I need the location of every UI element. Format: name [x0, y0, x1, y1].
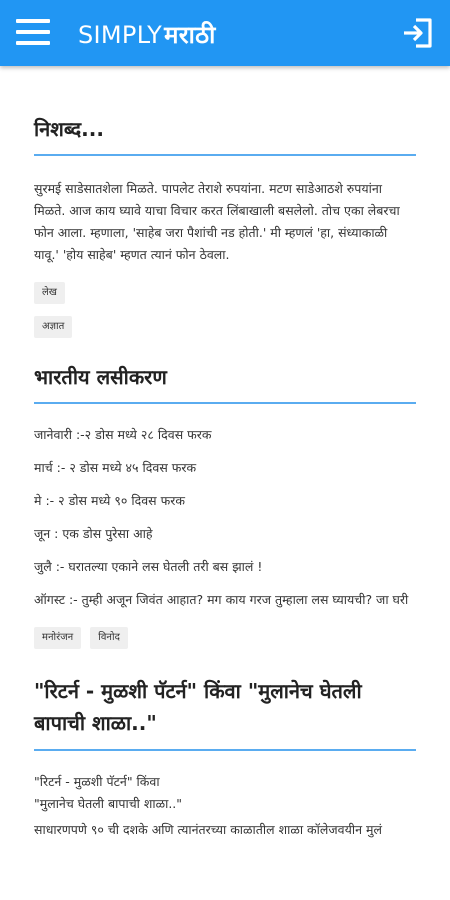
post-line: "मुलानेच घेतली बापाची शाळा.." — [34, 796, 183, 811]
post-excerpt: सुरमई साडेसातशेला मिळते. पापलेट तेराशे रुपयांना. मटण साडेआठशे रुपयांना मिळते. आज काय घ्यावे याचा विचार करत लिंबाखाली बसलेलो. तोच एका लेबरचा फोन आला. म्हणाला, 'साहेब जरा पैशांची नड होती.' मी म्हणलं 'हा, संध्याकाळी यावू.' 'होय साहेब' म्हणत त्यानं फोन ठेवला. — [34, 181, 400, 262]
app-title-part1: SIMPLY — [78, 21, 163, 49]
title-divider — [34, 154, 416, 156]
post-line: साधारणपणे ९० ची दशके अणि त्यानंतरच्या काळातील शाळा कॉलेजवयीन मुलं — [34, 822, 382, 837]
post-list — [0, 66, 450, 900]
post-title[interactable]: निशब्द... — [34, 117, 104, 141]
login-icon[interactable] — [400, 15, 436, 51]
post-title[interactable]: "रिटर्न - मुळशी पॅटर्न" किंवा "मुलानेच घेतली बापाची शाळा.." — [34, 679, 362, 735]
post-card — [34, 659, 416, 841]
post-line: जानेवारी :-२ डोस मध्ये २८ दिवस फरक — [34, 427, 212, 442]
tag-list — [34, 280, 416, 348]
tag-chip[interactable]: अज्ञात — [34, 316, 72, 338]
post-line: जुलै :- घरातल्या एकाने लस घेतली तरी बस झालं ! — [34, 559, 263, 574]
app-title-part2: मराठी — [164, 21, 216, 49]
hamburger-menu-icon[interactable] — [16, 17, 50, 47]
post-line: मार्च :- २ डोस मध्ये ४५ दिवस फरक — [34, 460, 197, 475]
app-bar — [0, 0, 450, 66]
tag-chip[interactable]: मनोरंजन — [34, 627, 81, 649]
post-line: मे :- २ डोस मध्ये ९० दिवस फरक — [34, 493, 185, 508]
post-line: ऑगस्ट :- तुम्ही अजून जिवंत आहात? मग काय गरज तुम्हाला लस घ्यायची? जा घरी — [34, 592, 409, 607]
post-title[interactable]: भारतीय लसीकरण — [34, 365, 167, 389]
title-divider — [34, 402, 416, 404]
title-divider — [34, 749, 416, 751]
post-line: जून : एक डोस पुरेसा आहे — [34, 526, 153, 541]
post-card — [34, 348, 416, 659]
tag-chip[interactable]: विनोद — [90, 627, 128, 649]
app-title — [78, 18, 216, 51]
tag-list — [34, 625, 416, 659]
tag-chip[interactable]: लेख — [34, 282, 65, 304]
post-line: "रिटर्न - मुळशी पॅटर्न" किंवा — [34, 774, 160, 789]
post-card — [34, 66, 416, 348]
